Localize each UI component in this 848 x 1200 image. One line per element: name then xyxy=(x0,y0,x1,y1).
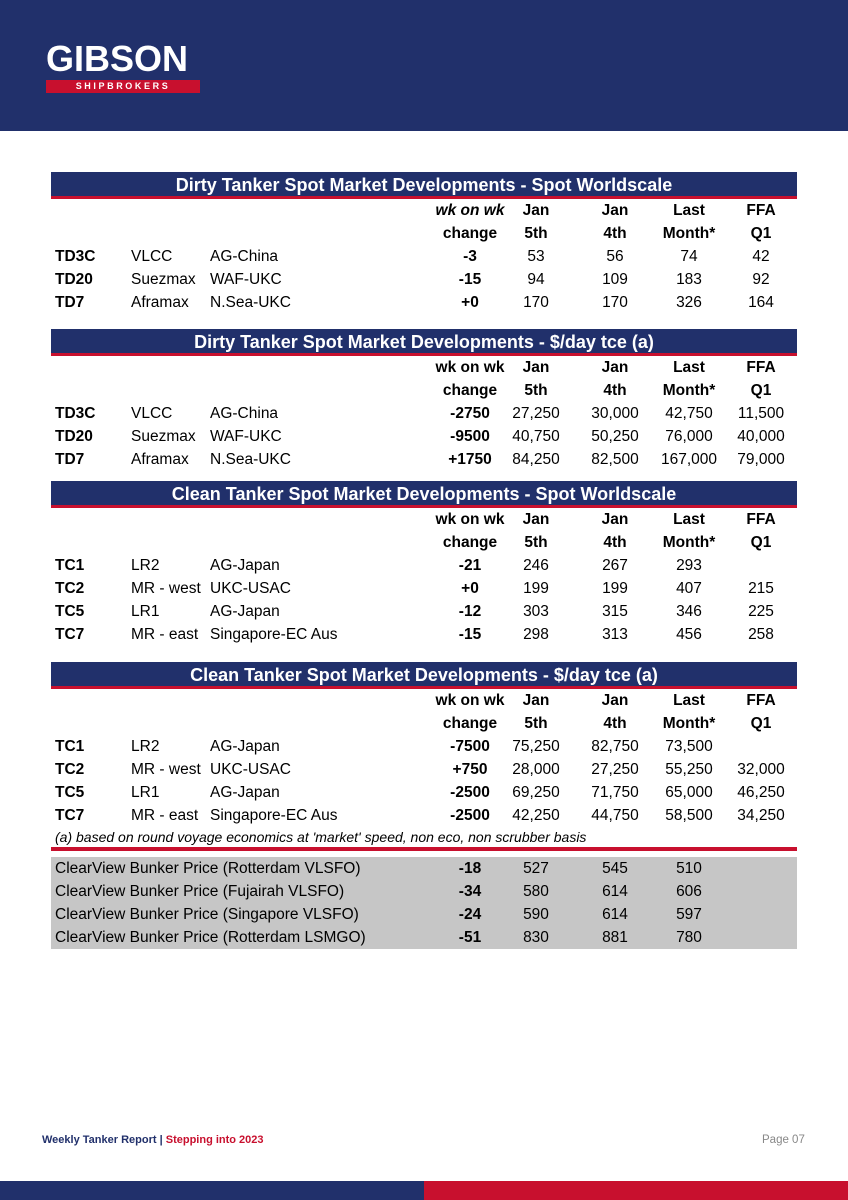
col-ffa-sub: Q1 xyxy=(750,534,772,551)
route-code: TD3C xyxy=(55,248,96,265)
col-jan5-sub: 5th xyxy=(524,715,548,732)
section-title: Dirty Tanker Spot Market Developments - $/day tce (a) xyxy=(51,329,797,356)
jan4-value: 71,750 xyxy=(591,784,639,801)
table-row xyxy=(51,268,797,291)
lastmonth-value: 55,250 xyxy=(665,761,713,778)
clean-tce-section xyxy=(51,662,797,949)
footer-report-title xyxy=(42,1134,264,1146)
jan5-value: 298 xyxy=(523,626,549,643)
header-row-1 xyxy=(51,356,797,379)
header-row-2 xyxy=(51,712,797,735)
ship-type: VLCC xyxy=(131,405,173,422)
ship-type: Aframax xyxy=(131,451,189,468)
ffa-value: 92 xyxy=(752,271,770,288)
route-name: WAF-UKC xyxy=(210,428,282,445)
change-value: +0 xyxy=(461,580,479,597)
ffa-value: 225 xyxy=(748,603,774,620)
footer-bar-navy xyxy=(0,1181,424,1200)
ship-type: LR1 xyxy=(131,784,160,801)
route-code: TD20 xyxy=(55,271,93,288)
jan4-value: 614 xyxy=(602,883,628,900)
route-name: AG-Japan xyxy=(210,738,280,755)
col-jan5-head: Jan xyxy=(522,692,550,709)
col-change-sub: change xyxy=(442,715,498,732)
jan4-value: 881 xyxy=(602,929,628,946)
col-ffa-sub: Q1 xyxy=(750,715,772,732)
route-code: TC2 xyxy=(55,580,85,597)
ffa-value: 79,000 xyxy=(737,451,785,468)
table-row xyxy=(51,554,797,577)
ship-type: LR2 xyxy=(131,557,160,574)
jan5-value: 246 xyxy=(523,557,549,574)
report-name: Weekly Tanker Report xyxy=(42,1134,157,1146)
route-code: TD7 xyxy=(55,294,85,311)
route-code: TD7 xyxy=(55,451,85,468)
lastmonth-value: 456 xyxy=(676,626,702,643)
change-value: -34 xyxy=(458,883,482,900)
header-row-1 xyxy=(51,508,797,531)
jan5-value: 527 xyxy=(523,860,549,877)
ffa-value: 215 xyxy=(748,580,774,597)
table-row xyxy=(51,600,797,623)
table-row xyxy=(51,448,797,471)
logo-tagline: SHIPBROKERS xyxy=(46,80,200,93)
table-row xyxy=(51,903,797,926)
section-title: Clean Tanker Spot Market Developments - $/day tce (a) xyxy=(51,662,797,689)
col-jan5-head: Jan xyxy=(522,511,550,528)
col-change-sub: change xyxy=(442,225,498,242)
change-value: -2500 xyxy=(450,784,490,801)
lastmonth-value: 326 xyxy=(676,294,702,311)
col-lastmonth-head: Last xyxy=(673,359,705,376)
route-name: UKC-USAC xyxy=(210,761,291,778)
logo-name: GIBSON xyxy=(46,38,189,79)
table-row xyxy=(51,623,797,646)
col-jan4-sub: 4th xyxy=(603,225,627,242)
jan4-value: 545 xyxy=(602,860,628,877)
col-lastmonth-sub: Month* xyxy=(662,225,716,242)
table-row xyxy=(51,402,797,425)
bunker-label: ClearView Bunker Price (Singapore VLSFO) xyxy=(55,906,359,923)
table-row xyxy=(51,880,797,903)
col-lastmonth-head: Last xyxy=(673,511,705,528)
lastmonth-value: 73,500 xyxy=(665,738,713,755)
change-value: -24 xyxy=(458,906,482,923)
col-lastmonth-head: Last xyxy=(673,692,705,709)
ship-type: Suezmax xyxy=(131,271,196,288)
col-lastmonth-head: Last xyxy=(673,202,705,219)
lastmonth-value: 65,000 xyxy=(665,784,713,801)
jan4-value: 82,500 xyxy=(591,451,639,468)
lastmonth-value: 58,500 xyxy=(665,807,713,824)
ffa-value: 258 xyxy=(748,626,774,643)
col-jan5-sub: 5th xyxy=(524,534,548,551)
header-row-2 xyxy=(51,531,797,554)
ffa-value: 42 xyxy=(752,248,770,265)
ffa-value: 34,250 xyxy=(737,807,785,824)
ship-type: MR - west xyxy=(131,580,201,597)
table-row xyxy=(51,857,797,880)
table-row xyxy=(51,245,797,268)
col-change-head: wk on wk xyxy=(435,202,505,219)
col-ffa-sub: Q1 xyxy=(750,225,772,242)
footer-separator: | xyxy=(156,1134,166,1146)
change-value: -18 xyxy=(458,860,482,877)
table-row xyxy=(51,926,797,949)
jan4-value: 315 xyxy=(602,603,628,620)
col-change-sub: change xyxy=(442,382,498,399)
lastmonth-value: 780 xyxy=(676,929,702,946)
col-change-sub: change xyxy=(442,534,498,551)
col-ffa-head: FFA xyxy=(746,202,776,219)
route-name: AG-Japan xyxy=(210,557,280,574)
section-divider xyxy=(51,847,797,851)
jan4-value: 44,750 xyxy=(591,807,639,824)
col-jan4-sub: 4th xyxy=(603,382,627,399)
col-jan5-sub: 5th xyxy=(524,382,548,399)
jan4-value: 30,000 xyxy=(591,405,639,422)
route-name: AG-China xyxy=(210,405,279,422)
header-row-1 xyxy=(51,689,797,712)
route-name: AG-Japan xyxy=(210,784,280,801)
change-value: -15 xyxy=(458,626,482,643)
jan4-value: 109 xyxy=(602,271,628,288)
jan4-value: 199 xyxy=(602,580,628,597)
change-value: -2750 xyxy=(450,405,490,422)
route-code: TC2 xyxy=(55,761,85,778)
col-change-head: wk on wk xyxy=(435,692,505,709)
change-value: +0 xyxy=(461,294,479,311)
table-row xyxy=(51,735,797,758)
dirty-worldscale-section xyxy=(51,172,797,314)
col-jan4-head: Jan xyxy=(601,359,629,376)
route-code: TC1 xyxy=(55,557,85,574)
col-ffa-head: FFA xyxy=(746,692,776,709)
footnote: (a) based on round voyage economics at 'market' speed, non eco, non scrubber basis xyxy=(55,829,587,845)
jan4-value: 170 xyxy=(602,294,628,311)
jan4-value: 313 xyxy=(602,626,628,643)
table-row xyxy=(51,577,797,600)
lastmonth-value: 510 xyxy=(676,860,702,877)
ffa-value: 40,000 xyxy=(737,428,785,445)
lastmonth-value: 407 xyxy=(676,580,702,597)
col-lastmonth-sub: Month* xyxy=(662,382,716,399)
ship-type: Suezmax xyxy=(131,428,196,445)
lastmonth-value: 42,750 xyxy=(665,405,713,422)
ffa-value: 32,000 xyxy=(737,761,785,778)
header-row-1 xyxy=(51,199,797,222)
jan5-value: 27,250 xyxy=(512,405,560,422)
change-value: +750 xyxy=(452,761,488,778)
page-number: Page 07 xyxy=(762,1134,805,1146)
change-value: -7500 xyxy=(450,738,490,755)
change-value: +1750 xyxy=(448,451,492,468)
footer-bar-red xyxy=(424,1181,848,1200)
ffa-value: 164 xyxy=(748,294,774,311)
route-name: Singapore-EC Aus xyxy=(210,807,338,824)
change-value: -9500 xyxy=(450,428,490,445)
ship-type: MR - east xyxy=(131,626,199,643)
jan4-value: 27,250 xyxy=(591,761,639,778)
ship-type: MR - west xyxy=(131,761,201,778)
report-subtitle: Stepping into 2023 xyxy=(165,1134,264,1146)
jan5-value: 69,250 xyxy=(512,784,560,801)
route-name: N.Sea-UKC xyxy=(210,451,291,468)
lastmonth-value: 167,000 xyxy=(660,451,718,468)
jan5-value: 75,250 xyxy=(512,738,560,755)
ship-type: LR1 xyxy=(131,603,160,620)
col-jan5-head: Jan xyxy=(522,202,550,219)
ship-type: VLCC xyxy=(131,248,173,265)
jan5-value: 199 xyxy=(523,580,549,597)
ship-type: Aframax xyxy=(131,294,189,311)
bunker-label: ClearView Bunker Price (Rotterdam VLSFO) xyxy=(55,860,361,877)
col-jan4-sub: 4th xyxy=(603,534,627,551)
jan4-value: 267 xyxy=(602,557,628,574)
col-jan4-head: Jan xyxy=(601,511,629,528)
clean-worldscale-section xyxy=(51,481,797,646)
change-value: -21 xyxy=(458,557,482,574)
col-lastmonth-sub: Month* xyxy=(662,534,716,551)
jan5-value: 53 xyxy=(527,248,545,265)
jan5-value: 590 xyxy=(523,906,549,923)
change-value: -15 xyxy=(458,271,482,288)
col-ffa-sub: Q1 xyxy=(750,382,772,399)
bunker-label: ClearView Bunker Price (Fujairah VLSFO) xyxy=(55,883,345,900)
jan4-value: 614 xyxy=(602,906,628,923)
jan4-value: 50,250 xyxy=(591,428,639,445)
route-name: AG-China xyxy=(210,248,279,265)
bunker-price-table xyxy=(51,857,797,949)
jan5-value: 42,250 xyxy=(512,807,560,824)
col-jan4-head: Jan xyxy=(601,692,629,709)
section-title: Clean Tanker Spot Market Developments - Spot Worldscale xyxy=(51,481,797,508)
change-value: -51 xyxy=(458,929,482,946)
lastmonth-value: 74 xyxy=(680,248,698,265)
route-code: TC1 xyxy=(55,738,85,755)
route-code: TD3C xyxy=(55,405,96,422)
jan5-value: 84,250 xyxy=(512,451,560,468)
jan5-value: 170 xyxy=(523,294,549,311)
change-value: -2500 xyxy=(450,807,490,824)
jan4-value: 82,750 xyxy=(591,738,639,755)
lastmonth-value: 293 xyxy=(676,557,702,574)
change-value: -3 xyxy=(463,248,477,265)
route-name: N.Sea-UKC xyxy=(210,294,291,311)
page-header xyxy=(0,0,848,131)
jan5-value: 580 xyxy=(523,883,549,900)
route-code: TC5 xyxy=(55,603,85,620)
jan5-value: 303 xyxy=(523,603,549,620)
col-jan4-head: Jan xyxy=(601,202,629,219)
col-change-head: wk on wk xyxy=(435,359,505,376)
table-row xyxy=(51,781,797,804)
table-row xyxy=(51,758,797,781)
dirty-tce-section xyxy=(51,329,797,471)
route-code: TD20 xyxy=(55,428,93,445)
lastmonth-value: 597 xyxy=(676,906,702,923)
bunker-label: ClearView Bunker Price (Rotterdam LSMGO) xyxy=(55,929,366,946)
lastmonth-value: 183 xyxy=(676,271,702,288)
col-jan5-sub: 5th xyxy=(524,225,548,242)
col-ffa-head: FFA xyxy=(746,359,776,376)
col-jan5-head: Jan xyxy=(522,359,550,376)
change-value: -12 xyxy=(458,603,482,620)
jan5-value: 94 xyxy=(527,271,545,288)
route-name: UKC-USAC xyxy=(210,580,291,597)
route-code: TC5 xyxy=(55,784,85,801)
lastmonth-value: 346 xyxy=(676,603,702,620)
table-row xyxy=(51,804,797,827)
col-ffa-head: FFA xyxy=(746,511,776,528)
jan5-value: 40,750 xyxy=(512,428,560,445)
jan5-value: 28,000 xyxy=(512,761,560,778)
header-row-2 xyxy=(51,222,797,245)
route-name: Singapore-EC Aus xyxy=(210,626,338,643)
gibson-logo xyxy=(46,40,202,93)
ffa-value: 46,250 xyxy=(737,784,785,801)
section-title: Dirty Tanker Spot Market Developments - Spot Worldscale xyxy=(51,172,797,199)
ffa-value: 11,500 xyxy=(737,405,785,422)
table-row xyxy=(51,291,797,314)
jan4-value: 56 xyxy=(606,248,624,265)
ship-type: LR2 xyxy=(131,738,160,755)
ship-type: MR - east xyxy=(131,807,199,824)
col-lastmonth-sub: Month* xyxy=(662,715,716,732)
route-code: TC7 xyxy=(55,807,85,824)
lastmonth-value: 76,000 xyxy=(665,428,713,445)
route-code: TC7 xyxy=(55,626,85,643)
route-name: WAF-UKC xyxy=(210,271,282,288)
jan5-value: 830 xyxy=(523,929,549,946)
route-name: AG-Japan xyxy=(210,603,280,620)
col-jan4-sub: 4th xyxy=(603,715,627,732)
table-row xyxy=(51,425,797,448)
lastmonth-value: 606 xyxy=(676,883,702,900)
col-change-head: wk on wk xyxy=(435,511,505,528)
header-row-2 xyxy=(51,379,797,402)
